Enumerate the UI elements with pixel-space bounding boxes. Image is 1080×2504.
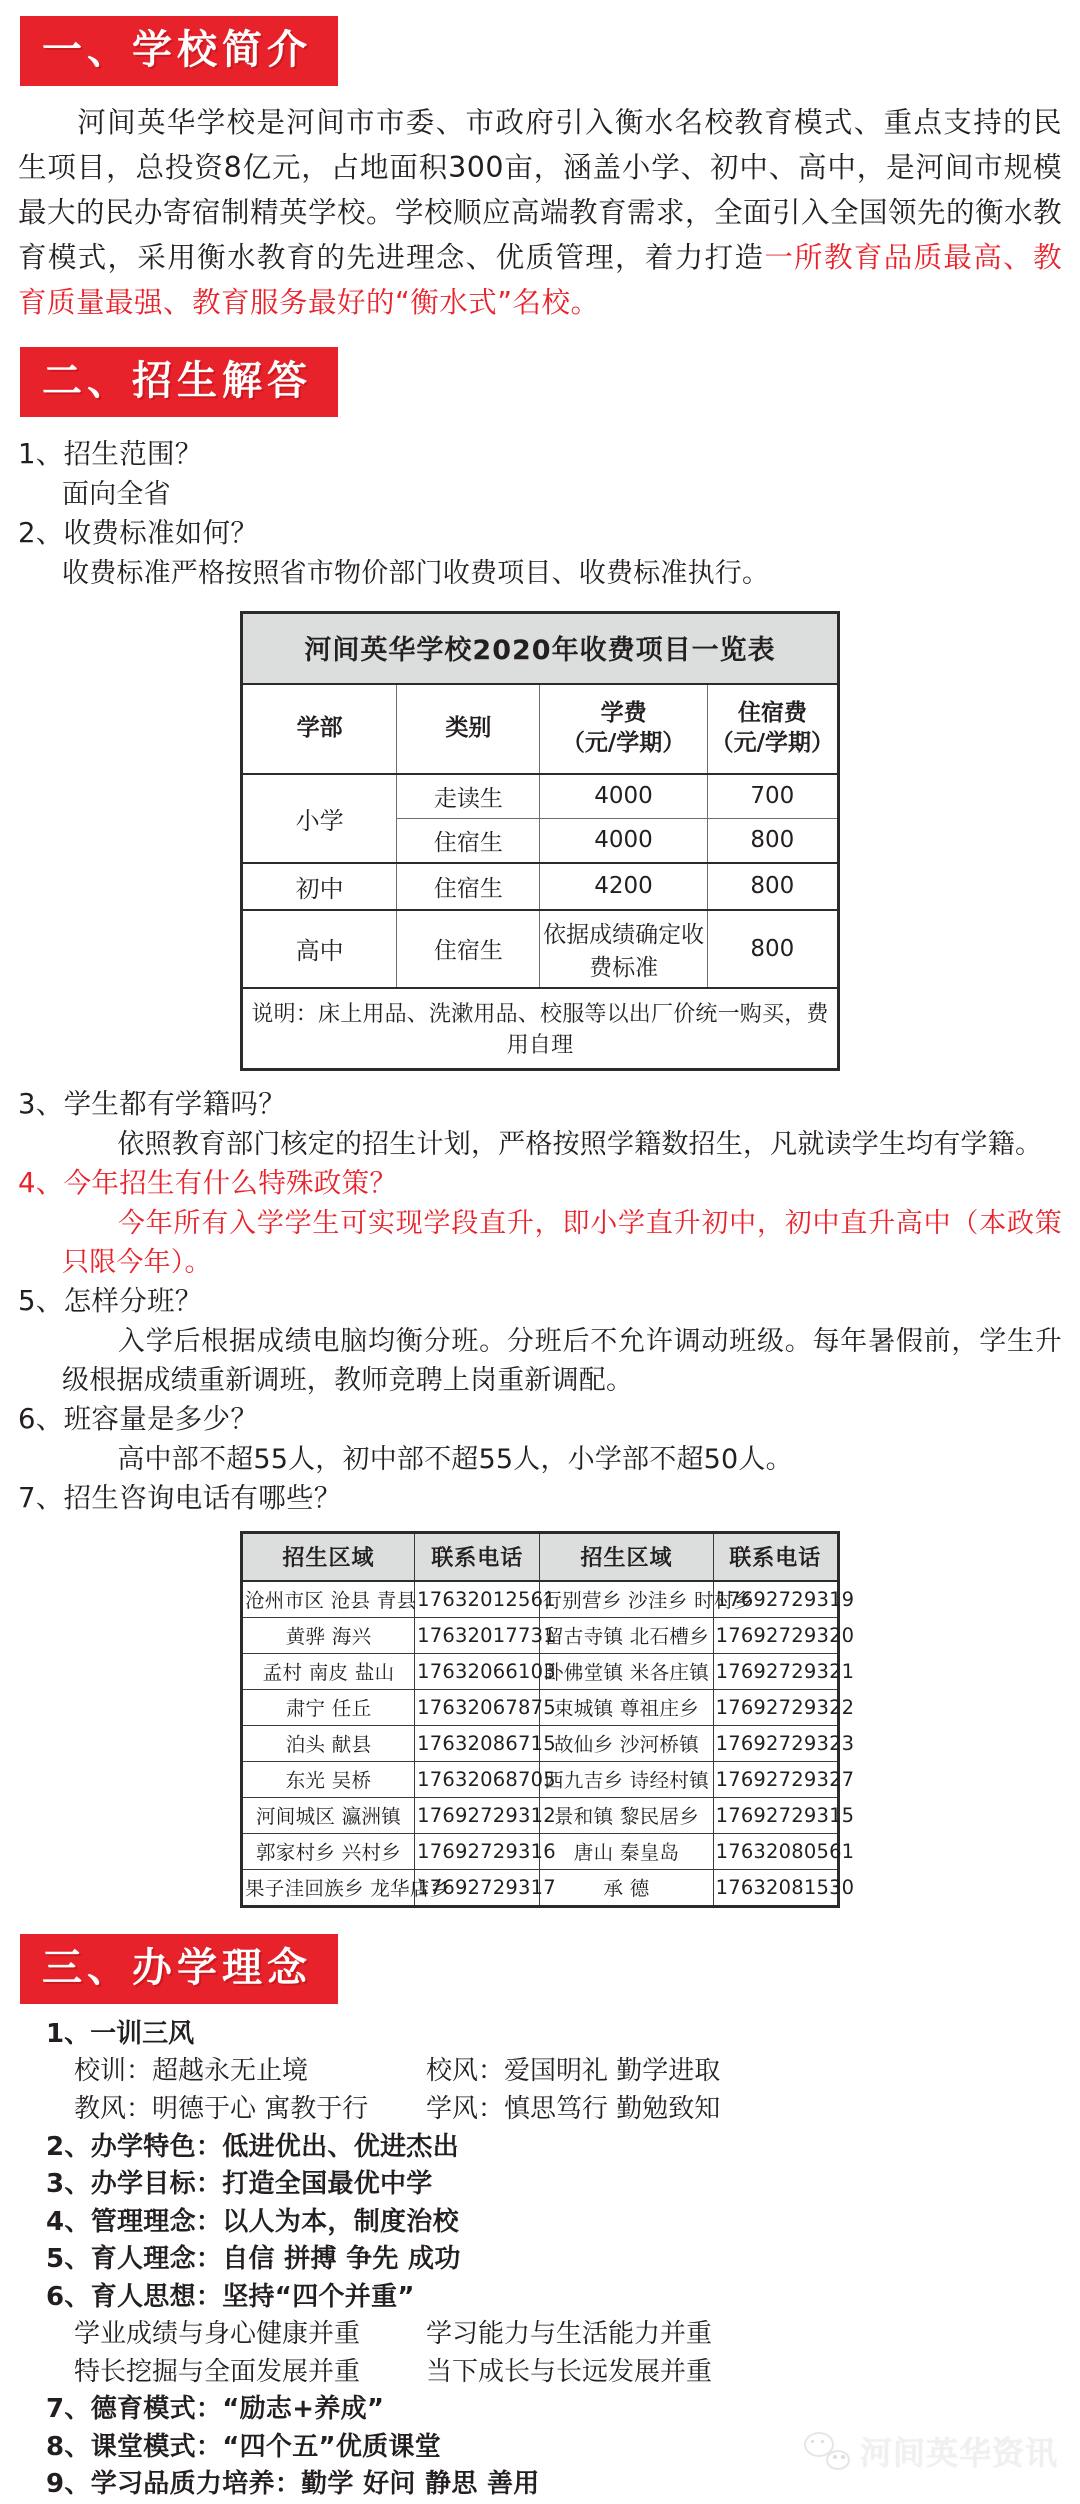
phone-area: 故仙乡 沙河桥镇: [540, 1726, 713, 1762]
phone-number: 17692729316: [415, 1834, 540, 1870]
phone-area: 西九吉乡 诗经村镇: [540, 1762, 713, 1798]
school-intro-paragraph: [0, 86, 1080, 325]
phone-table-header-row: [242, 1533, 839, 1582]
section-1-banner: 一、学校简介: [20, 16, 338, 86]
qa-answer: [18, 1440, 1062, 1479]
qa-answer: [18, 1322, 1062, 1400]
fee-cell-type: 走读生: [397, 774, 540, 819]
phone-number: 17692729320: [713, 1618, 838, 1654]
principle-right: 当下成长与长远发展并重: [426, 2356, 713, 2387]
fee-col-boarding: [707, 684, 838, 774]
fee-col-boarding-unit: （元/学期）: [710, 730, 835, 757]
phone-area: 东光 吴桥: [242, 1762, 415, 1798]
fee-cell-type: 住宿生: [397, 910, 540, 988]
motto-right: 校风：爱国明礼 勤学进取: [426, 2056, 721, 2087]
fee-col-dept: 学部: [242, 684, 397, 774]
phone-area: 行别营乡 沙洼乡 时村乡: [540, 1581, 713, 1618]
philosophy-value: ：勤学 好问 静思 善用: [274, 2469, 540, 2500]
qa-answer-text: 依照教育部门核定的招生计划，严格按照学籍数招生，凡就读学生均有学籍。: [117, 1128, 1043, 1160]
phone-number: 17632080561: [713, 1834, 838, 1870]
philosophy-label: 德育模式: [90, 2394, 196, 2425]
phone-col-tel-2: 联系电话: [713, 1533, 838, 1582]
qa-question-text: 收费标准如何？: [63, 517, 259, 550]
qa-question: [18, 1400, 1062, 1440]
fee-table-title-row: [242, 613, 839, 685]
philosophy-item-6: [30, 2279, 1062, 2316]
phone-number: 17692729322: [713, 1690, 838, 1726]
fee-table-title: 河间英华学校2020年收费项目一览表: [242, 613, 839, 685]
philosophy-subrow: [30, 2354, 1062, 2392]
qa-question-text: 今年招生有什么特殊政策？: [63, 1166, 398, 1199]
section-2-banner: 二、招生解答: [20, 347, 338, 417]
contact-phone-table: [240, 1531, 855, 1908]
phone-area: 黄骅 海兴: [242, 1618, 415, 1654]
philosophy-item-1: [30, 2016, 1062, 2053]
wechat-dot: [833, 2455, 837, 2459]
philosophy-value: ：坚持“四个并重”: [195, 2281, 415, 2312]
phone-col-tel-1: 联系电话: [415, 1533, 540, 1582]
principle-left: 特长挖掘与全面发展并重: [74, 2356, 361, 2387]
phone-number: 17692729327: [713, 1762, 838, 1798]
qa-answer-highlighted: [18, 1204, 1062, 1282]
philosophy-label: 学习品质力培养: [90, 2469, 275, 2500]
phone-number: 17632086715: [415, 1726, 540, 1762]
qa-answer-text: 今年所有入学学生可实现学段直升，即小学直升初中，初中直升高中（本政策只限今年）。: [62, 1207, 1062, 1278]
fee-cell-dept: 初中: [242, 863, 397, 910]
wechat-dot: [841, 2455, 845, 2459]
phone-number: 17692729321: [713, 1654, 838, 1690]
table-row: [242, 863, 839, 910]
philosophy-value: ：“四个五”优质课堂: [195, 2431, 442, 2462]
fee-table-wrap: [0, 593, 1080, 1081]
section-3-banner-wrap: [0, 1908, 1080, 2004]
philosophy-value: ：以人为本，制度治校: [195, 2206, 459, 2237]
qa-number: 1、: [18, 438, 64, 471]
phone-area: 孟村 南皮 盐山: [242, 1654, 415, 1690]
fee-cell-boarding: 700: [707, 774, 838, 819]
philosophy-number: 6、育人思想: [46, 2281, 196, 2312]
qa-answer-text: 高中部不超55人，初中部不超55人，小学部不超50人。: [117, 1444, 793, 1476]
philosophy-subrow: [30, 2053, 1062, 2091]
watermark-text: 河间英华资讯: [859, 2433, 1058, 2472]
table-row: [242, 1762, 839, 1798]
table-row: [242, 1726, 839, 1762]
fee-col-tuition-unit: （元/学期）: [561, 730, 686, 757]
motto-left: 教风：明德于心 寓教于行: [74, 2094, 369, 2125]
phone-area: 果子洼回族乡 龙华店乡: [242, 1870, 415, 1907]
qa-number: 3、: [18, 1087, 64, 1120]
phone-area: 景和镇 黎民居乡: [540, 1798, 713, 1834]
qa-number: 2、: [18, 517, 64, 550]
motto-right: 学风：慎思笃行 勤勉致知: [426, 2094, 721, 2125]
qa-question: [18, 435, 1062, 475]
qa-question: [18, 1085, 1062, 1125]
table-row: [242, 1690, 839, 1726]
phone-number: 17632081530: [713, 1870, 838, 1907]
fee-table-header-row: [242, 684, 839, 774]
phone-area: 留古寺镇 北石槽乡: [540, 1618, 713, 1654]
fee-cell-type: 住宿生: [397, 863, 540, 910]
fee-table: [240, 611, 840, 1071]
section-1-banner-wrap: [0, 0, 1080, 86]
philosophy-number: 5、育人理念: [46, 2244, 196, 2275]
philosophy-label: 一训三风: [90, 2019, 195, 2050]
principle-left: 学业成绩与身心健康并重: [74, 2319, 361, 2350]
qa-question: [18, 514, 1062, 554]
phone-number: 17692729323: [713, 1726, 838, 1762]
fee-cell-type: 住宿生: [397, 818, 540, 863]
phone-number: 17692729312: [415, 1798, 540, 1834]
fee-cell-boarding: 800: [707, 863, 838, 910]
table-row: [242, 774, 839, 819]
phone-number: 17692729315: [713, 1798, 838, 1834]
principle-right: 学习能力与生活能力并重: [426, 2319, 713, 2350]
fee-cell-boarding: 800: [707, 910, 838, 988]
qa-number: 5、: [18, 1285, 64, 1317]
phone-area: 唐山 秦皇岛: [540, 1834, 713, 1870]
philosophy-label: 办学目标: [90, 2169, 196, 2200]
table-row: [242, 1834, 839, 1870]
phone-number: 17632012561: [415, 1581, 540, 1618]
philosophy-number: 8、课堂模式: [46, 2431, 196, 2462]
philosophy-value: ：打造全国最优中学: [195, 2169, 433, 2200]
philosophy-number: 4、管理理念: [46, 2206, 196, 2237]
qa-answer: 收费标准严格按照省市物价部门收费项目、收费标准执行。: [62, 557, 770, 589]
fee-cell-tuition: 依据成绩确定收费标准: [540, 910, 707, 988]
phone-col-area-2: 招生区域: [540, 1533, 713, 1582]
phone-number: 17632068705: [415, 1762, 540, 1798]
phone-number: 17692729317: [415, 1870, 540, 1907]
phone-area: 束城镇 尊祖庄乡: [540, 1690, 713, 1726]
qa-question-text: 班容量是多少？: [63, 1403, 259, 1436]
philosophy-item-7: [30, 2391, 1062, 2428]
philosophy-label: 办学特色: [90, 2131, 196, 2162]
philosophy-item-3: [30, 2166, 1062, 2203]
phone-number: 17632066103: [415, 1654, 540, 1690]
philosophy-item-5: [30, 2241, 1062, 2278]
fee-table-note-row: [242, 988, 839, 1070]
philosophy-value: ：低进优出、优进杰出: [195, 2131, 459, 2162]
qa-question: [18, 1282, 1062, 1322]
intro-black-text: 河间英华学校是河间市市委、市政府引入衡水名校教育模式、重点支持的民生项目，总投资8亿元，占地面积300亩，涵盖小学、初中、高中，是河间市规模最大的民办寄宿制精英学校。学校顺应高端教育需求，全面引入全国领先的衡水教育模式，采用衡水教育的先进理念、优质管理，着力打造: [18, 106, 1063, 275]
wechat-bubble-small: [826, 2450, 850, 2470]
fee-cell-tuition: 4200: [540, 863, 707, 910]
phone-number: 17632017731: [415, 1618, 540, 1654]
philosophy-value: ：自信 拼搏 争先 成功: [195, 2244, 461, 2275]
qa-answer: 面向全省: [62, 478, 171, 510]
admissions-qa-list: [0, 417, 1080, 593]
table-row: [242, 910, 839, 988]
qa-number: 4、: [18, 1166, 64, 1199]
philosophy-label: 育人思想: [90, 2281, 196, 2312]
philosophy-subrow: [30, 2091, 1062, 2129]
intro-red-text: 一所教育品质最高、教育质量最强、教育服务最好的“衡水式”名校。: [18, 241, 1062, 320]
table-row: [242, 1654, 839, 1690]
section-3-banner: 三、办学理念: [20, 1934, 338, 2004]
fee-col-boarding-main: 住宿费: [737, 700, 807, 727]
fee-col-type: 类别: [397, 684, 540, 774]
admissions-qa-list-2: [0, 1081, 1080, 1519]
phone-area: 肃宁 任丘: [242, 1690, 415, 1726]
qa-question: [18, 1479, 1062, 1519]
fee-cell-boarding: 800: [707, 818, 838, 863]
table-row: [242, 1870, 839, 1907]
philosophy-number: 9、学习品质力培养: [46, 2469, 275, 2500]
qa-question-text: 招生咨询电话有哪些？: [63, 1482, 342, 1515]
fee-col-tuition: [540, 684, 707, 774]
philosophy-number: 2、办学特色: [46, 2131, 196, 2162]
section-2-banner-wrap: [0, 325, 1080, 417]
phone-col-area-1: 招生区域: [242, 1533, 415, 1582]
table-row: [242, 1798, 839, 1834]
philosophy-number: 7、德育模式: [46, 2394, 196, 2425]
fee-col-tuition-main: 学费: [600, 700, 647, 727]
phone-area: 卧佛堂镇 米各庄镇: [540, 1654, 713, 1690]
fee-table-note: 说明：床上用品、洗漱用品、校服等以出厂价统一购买，费用自理: [242, 988, 839, 1070]
phone-area: 河间城区 瀛洲镇: [242, 1798, 415, 1834]
qa-question-text: 怎样分班？: [63, 1285, 203, 1317]
philosophy-number: 1、: [46, 2019, 91, 2050]
phone-table-wrap: [0, 1519, 1080, 1908]
philosophy-label: 育人理念: [90, 2244, 196, 2275]
philosophy-subrow: [30, 2316, 1062, 2354]
table-row: [242, 1581, 839, 1618]
phone-area: 郭家村乡 兴村乡: [242, 1834, 415, 1870]
phone-number: 17692729319: [713, 1581, 838, 1618]
fee-cell-tuition: 4000: [540, 774, 707, 819]
qa-number: 6、: [18, 1403, 64, 1436]
philosophy-number: 3、办学目标: [46, 2169, 196, 2200]
philosophy-item-4: [30, 2204, 1062, 2241]
phone-number: 17632067875: [415, 1690, 540, 1726]
qa-question-highlighted: [18, 1164, 1062, 1204]
qa-answer: [18, 1125, 1062, 1164]
qa-answer-text: 入学后根据成绩电脑均衡分班。分班后不允许调动班级。每年暑假前，学生升级根据成绩重新调班，教师竞聘上岗重新调配。: [62, 1325, 1062, 1397]
philosophy-label: 课堂模式: [90, 2431, 196, 2462]
qa-number: 7、: [18, 1482, 64, 1515]
motto-left: 校训：超越永无止境: [74, 2056, 309, 2087]
fee-cell-tuition: 4000: [540, 818, 707, 863]
watermark: [804, 2428, 1058, 2474]
qa-question-text: 招生范围？: [63, 438, 203, 471]
phone-area: 沧州市区 沧县 青县: [242, 1581, 415, 1618]
wechat-icon: [804, 2432, 850, 2470]
phone-area: 承 德: [540, 1870, 713, 1907]
qa-question-text: 学生都有学籍吗？: [63, 1087, 287, 1120]
table-row: [242, 1618, 839, 1654]
philosophy-item-2: [30, 2129, 1062, 2166]
fee-cell-dept: 小学: [242, 774, 397, 863]
philosophy-label: 管理理念: [90, 2206, 196, 2237]
phone-area: 泊头 献县: [242, 1726, 415, 1762]
philosophy-value: ：“励志+养成”: [195, 2394, 385, 2425]
fee-cell-dept: 高中: [242, 910, 397, 988]
